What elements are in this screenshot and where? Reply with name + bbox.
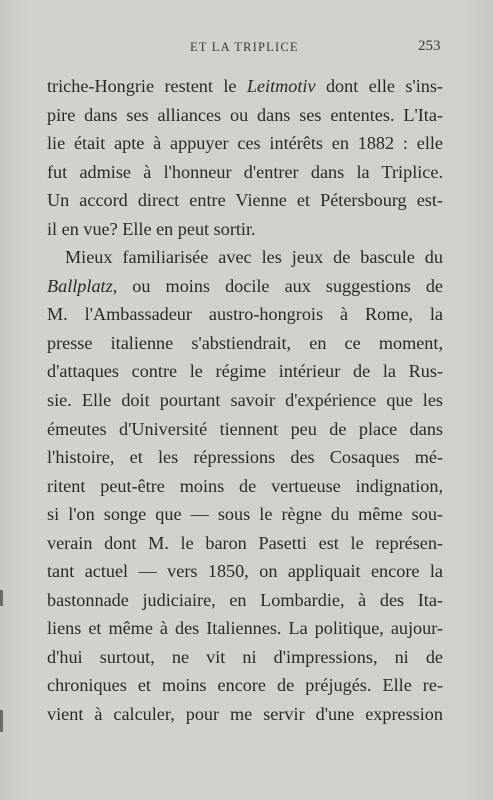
text-run: presse italienne s'abstiendrait, en ce moment, <box>47 332 443 353</box>
text-line <box>47 272 443 301</box>
text-line <box>47 472 443 501</box>
text-run: vient à calculer, pour me servir d'une expression <box>47 704 443 725</box>
binding-edge-mark <box>0 710 3 732</box>
text-line <box>47 586 443 615</box>
text-run: d'hui surtout, ne vit ni d'impressions, ni de <box>47 646 443 667</box>
page-number: 253 <box>418 38 441 54</box>
running-title: ET LA TRIPLICE <box>190 40 299 54</box>
text-line <box>47 72 443 101</box>
text-run: tant actuel — vers 1850, on appliquait encore la <box>47 561 443 582</box>
body-text <box>47 72 443 729</box>
text-run: bastonnade judiciaire, en Lombardie, à des Ita- <box>47 589 443 610</box>
text-line <box>47 243 443 272</box>
text-run: dont elle s'ins- <box>315 76 443 96</box>
running-head <box>0 38 493 60</box>
text-run: Un accord direct entre Vienne et Pétersbourg est- <box>47 190 443 211</box>
text-run: ritent peut-être moins de vertueuse indignation, <box>47 475 443 496</box>
text-run: pire dans ses alliances ou dans ses ententes. L'Ita- <box>47 104 443 125</box>
text-run: sie. Elle doit pourtant savoir d'expérience que les <box>47 390 443 411</box>
text-run: si l'on songe que — sous le règne du même sou- <box>47 504 443 525</box>
text-line <box>47 357 443 386</box>
text-line <box>47 386 443 415</box>
text-line <box>47 671 443 700</box>
text-run: lie était apte à appuyer ces intérêts en 1882 : elle <box>47 133 443 154</box>
text-run: M. l'Ambassadeur austro-hongrois à Rome, la <box>47 304 443 325</box>
italic-text: Leitmotiv <box>246 76 316 96</box>
text-line <box>47 186 443 215</box>
binding-edge-mark <box>0 590 3 606</box>
text-line <box>47 215 443 244</box>
text-line <box>47 300 443 329</box>
italic-text: Ballplatz <box>47 275 113 296</box>
text-run: l'histoire, et les répressions des Cosaques mé- <box>47 447 443 468</box>
text-line <box>47 443 443 472</box>
text-line <box>47 158 443 187</box>
text-run: émeutes d'Université tiennent peu de place dans <box>47 418 443 439</box>
paragraph <box>47 72 443 243</box>
text-line <box>47 500 443 529</box>
text-line <box>47 643 443 672</box>
text-line <box>47 129 443 158</box>
text-line <box>47 329 443 358</box>
text-line <box>47 415 443 444</box>
text-run: Mieux familiarisée avec les jeux de bascule du <box>65 247 443 268</box>
text-line <box>47 557 443 586</box>
paragraph <box>47 243 443 728</box>
text-run: liens et même à des Italiennes. La politique, aujour- <box>47 618 443 639</box>
text-line <box>47 614 443 643</box>
text-line <box>47 529 443 558</box>
text-run: il en vue? Elle en peut sortir. <box>47 218 256 239</box>
text-run: fut admise à l'honneur d'entrer dans la Triplice. <box>47 161 443 182</box>
text-run: chroniques et moins encore de préjugés. Elle re- <box>47 675 443 696</box>
text-run: d'attaques contre le régime intérieur de la Rus- <box>47 361 443 382</box>
text-line <box>47 700 443 729</box>
text-run: , ou moins docile aux suggestions de <box>112 275 443 296</box>
text-run: verain dont M. le baron Pasetti est le représen- <box>47 532 443 553</box>
text-line <box>47 101 443 130</box>
text-run: triche-Hongrie restent le <box>47 76 247 96</box>
